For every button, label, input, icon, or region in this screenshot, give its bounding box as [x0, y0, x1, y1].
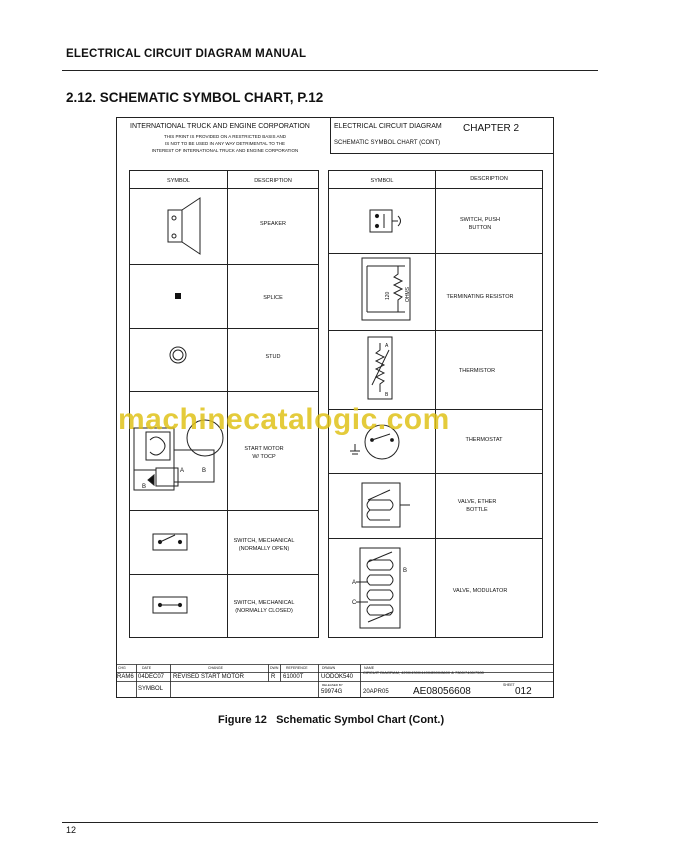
- desc-thermistor: THERMISTOR: [458, 368, 496, 374]
- desc-splice: SPLICE: [263, 295, 283, 301]
- right-col-description: DESCRIPTION: [470, 176, 508, 182]
- doc-title: ELECTRICAL CIRCUIT DIAGRAM: [334, 123, 442, 130]
- tb-change: REVISED START MOTOR: [173, 674, 244, 680]
- right-col-symbol: SYMBOL: [370, 178, 394, 184]
- notice-line: IS NOT TO BE USED IN ANY WAY DETRIMENTAL TO THE: [164, 141, 286, 146]
- tb-drawn: UODOK540: [321, 674, 354, 680]
- thermistor-label-b: B: [385, 392, 389, 398]
- push-button-icon: [370, 210, 401, 232]
- left-col-symbol: SYMBOL: [167, 178, 190, 184]
- stud-icon: [170, 347, 186, 363]
- thermistor-label-a: A: [385, 343, 389, 349]
- speaker-icon: [168, 198, 200, 254]
- desc-valve-modulator: VALVE, MODULATOR: [452, 588, 508, 594]
- tb-drawing-no: AE08056608: [413, 686, 471, 697]
- tb-name: CIRCUIT DIAGRAM, 4200/4300/4400/8500/8600 & 7300/7400/7500: [363, 670, 484, 675]
- desc-thermostat: THERMOSTAT: [465, 437, 503, 443]
- splice-icon: [175, 293, 181, 299]
- desc-speaker: SPEAKER: [260, 221, 286, 227]
- tb-sheet-label: SHEET: [503, 683, 515, 687]
- company-name: INTERNATIONAL TRUCK AND ENGINE CORPORATION: [130, 123, 310, 130]
- tb-head-change: CHANGE: [208, 666, 223, 670]
- chapter-label: CHAPTER 2: [463, 123, 520, 134]
- tb-head-reference: REFERENCE: [286, 666, 308, 670]
- valve-modulator-icon: [356, 548, 400, 628]
- tb-released-by: 59974G: [321, 689, 343, 695]
- modulator-label-c: C: [352, 600, 357, 606]
- motor-label-a: A: [180, 468, 185, 474]
- switch-open-icon: [153, 534, 187, 550]
- notice-line: THIS PRINT IS PROVIDED ON A RESTRICTED BASIS AND: [164, 134, 286, 139]
- tb-symbol: SYMBOL: [138, 686, 164, 692]
- tb-head-drawn: DRAWN: [322, 666, 336, 670]
- manual-title: ELECTRICAL CIRCUIT DIAGRAM MANUAL: [66, 48, 307, 60]
- tb-release-date: 20APR05: [363, 689, 389, 695]
- desc-valve-ether: VALVE, ETHER BOTTLE: [457, 499, 497, 513]
- tb-chg: RAM6: [117, 674, 134, 680]
- valve-ether-icon: [362, 483, 410, 527]
- desc-stud: STUD: [265, 354, 281, 360]
- tb-reference: 61000T: [283, 674, 304, 680]
- desc-start-motor: START MOTOR W/ TOCP: [244, 446, 284, 460]
- tb-head-date: DATE: [142, 666, 152, 670]
- desc-push-button: SWITCH, PUSH BUTTON: [459, 217, 501, 231]
- desc-switch-closed: SWITCH, MECHANICAL (NORMALLY CLOSED): [233, 600, 295, 614]
- page-number: 12: [66, 825, 77, 835]
- switch-closed-icon: [153, 597, 187, 613]
- doc-subtitle: SCHEMATIC SYMBOL CHART (CONT): [334, 140, 441, 146]
- desc-switch-open: SWITCH, MECHANICAL (NORMALLY OPEN): [233, 538, 295, 552]
- tb-dwn: R: [271, 674, 276, 680]
- thermistor-icon: [368, 337, 392, 399]
- modulator-label-b: B: [403, 568, 408, 574]
- notice-line: INTEREST OF INTERNATIONAL TRUCK AND ENGINE CORPORATION: [151, 148, 299, 153]
- terminating-resistor-icon: [362, 258, 410, 320]
- tb-sheet: 012: [515, 686, 532, 697]
- tb-head-dwn: DWN: [270, 666, 279, 670]
- motor-label-b2: B: [202, 468, 207, 474]
- desc-terminating-resistor: TERMINATING RESISTOR: [446, 294, 514, 300]
- tb-date: 04DEC07: [138, 674, 165, 680]
- tb-released-by-label: RELEASED BY: [322, 683, 343, 687]
- resistor-unit: OHMS: [405, 287, 411, 302]
- footer-rule: [62, 822, 598, 823]
- tb-head-name: NAME: [364, 666, 375, 670]
- section-title: 2.12. SCHEMATIC SYMBOL CHART, P.12: [66, 90, 324, 105]
- resistor-value: 120: [385, 291, 391, 300]
- motor-label-b: B: [142, 484, 147, 490]
- watermark: machinecatalogic.com: [118, 403, 450, 436]
- left-col-description: DESCRIPTION: [254, 178, 292, 184]
- figure-caption: Figure 12 Schematic Symbol Chart (Cont.): [218, 714, 445, 726]
- modulator-label-a: A: [352, 580, 357, 586]
- tb-head-chg: CHG: [118, 666, 126, 670]
